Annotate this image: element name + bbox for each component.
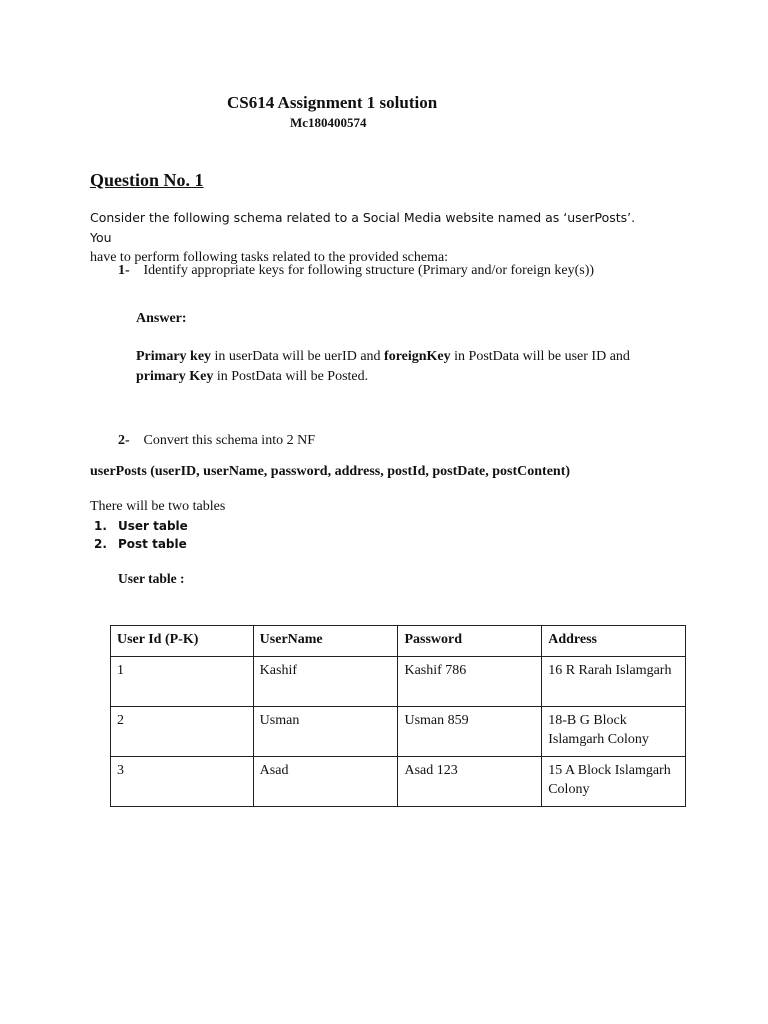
list-item-text: Post table: [118, 537, 187, 551]
roll-number: Mc180400574: [290, 115, 367, 130]
answer-text-2: in PostData will be user ID and: [450, 349, 630, 364]
header-user-id: User Id (P-K): [111, 626, 254, 657]
answer-text-3: in PostData will be Posted.: [213, 369, 369, 384]
intro-line-2: have to perform following tasks related to the provided schema:: [90, 250, 449, 265]
primary-key-label-2: primary Key: [136, 369, 214, 384]
task-1-text: Identify appropriate keys for following structure (Primary and/or foreign key(s)): [143, 263, 595, 278]
task-2-text: Convert this schema into 2 NF: [143, 433, 315, 448]
answer-text-1: in userData will be uerID and: [211, 349, 385, 364]
cell-password: Usman 859: [398, 707, 542, 757]
cell-user-id: 2: [111, 707, 254, 757]
task-2: [118, 433, 315, 449]
question-intro: [90, 208, 660, 267]
list-item-number: 1.: [94, 519, 107, 533]
list-item: [94, 517, 188, 535]
user-table-label: User table :: [118, 571, 185, 586]
header-password: Password: [398, 626, 542, 657]
task-2-number: 2-: [118, 433, 130, 448]
cell-address: 18-B G Block Islamgarh Colony: [542, 707, 686, 757]
cell-password: Asad 123: [398, 757, 542, 807]
two-tables-text: There will be two tables: [90, 499, 226, 514]
cell-user-id: 3: [111, 757, 254, 807]
primary-key-label: Primary key: [136, 349, 212, 364]
list-item-text: User table: [118, 519, 188, 533]
answer-text: [136, 347, 656, 387]
intro-line-1: Consider the following schema related to a Social Media website named as ‘userPosts’. You: [90, 210, 636, 245]
table-row: [111, 757, 686, 807]
cell-user-id: 1: [111, 657, 254, 707]
foreign-key-label: foreignKey: [384, 349, 451, 364]
table-header-row: [111, 626, 686, 657]
table-row: [111, 707, 686, 757]
task-1-number: 1-: [118, 263, 130, 278]
header-address: Address: [542, 626, 686, 657]
task-1: [118, 263, 594, 279]
question-heading: Question No. 1: [90, 170, 204, 190]
cell-username: Kashif: [253, 657, 398, 707]
table-row: [111, 657, 686, 707]
cell-password: Kashif 786: [398, 657, 542, 707]
answer-label: Answer:: [136, 311, 187, 326]
cell-address: 15 A Block Islamgarh Colony: [542, 757, 686, 807]
cell-username: Usman: [253, 707, 398, 757]
list-item: [94, 535, 188, 553]
cell-username: Asad: [253, 757, 398, 807]
list-item-number: 2.: [94, 537, 107, 551]
cell-address: 16 R Rarah Islamgarh: [542, 657, 686, 707]
schema-definition: userPosts (userID, userName, password, address, postId, postDate, postContent): [90, 464, 571, 479]
table-list: [94, 517, 188, 553]
header-username: UserName: [253, 626, 398, 657]
user-table: [110, 625, 686, 807]
document-title: CS614 Assignment 1 solution: [227, 93, 438, 112]
